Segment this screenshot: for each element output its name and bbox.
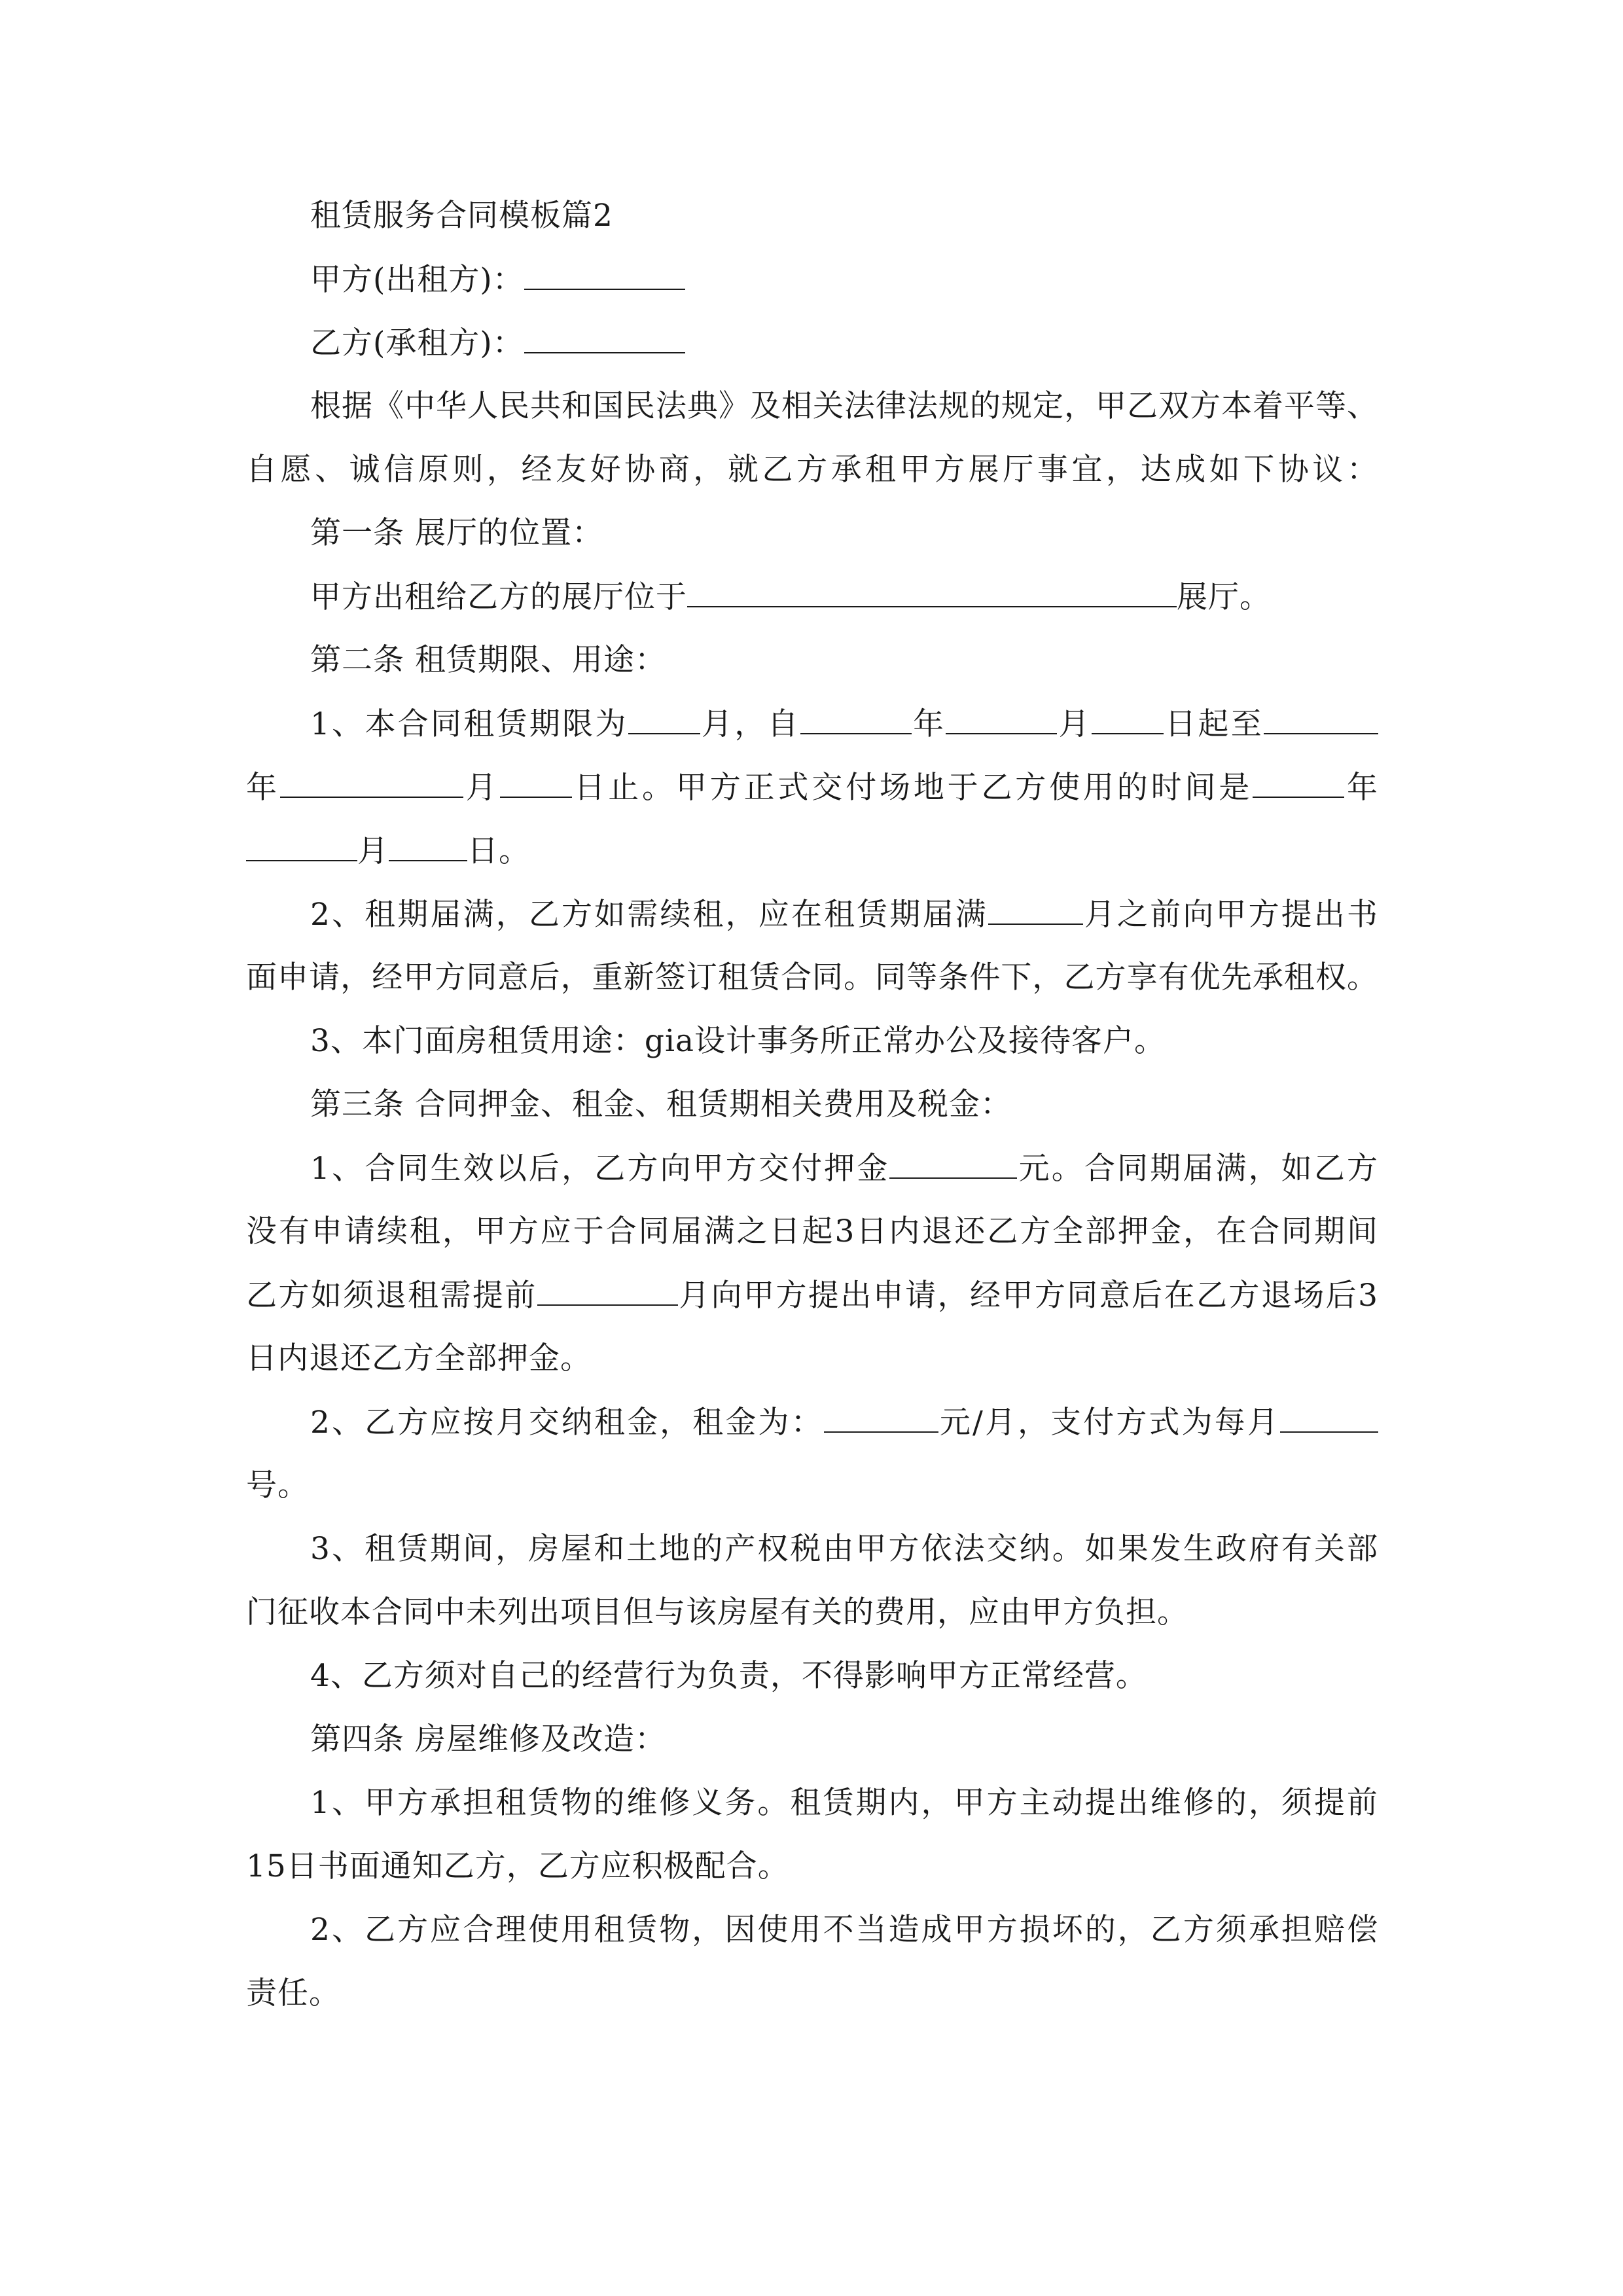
article-2-clause-1-line-2: 年 月 日止。甲方正式交付场地于乙方使用的时间是 年 (246, 768, 1378, 807)
article-3-heading: 第三条 合同押金、租金、租赁期相关费用及税金： (310, 1086, 1012, 1122)
notice-months-blank (537, 1276, 678, 1306)
article-3-clause-4: 4、乙方须对自己的经营行为负责，不得影响甲方正常经营。 (310, 1658, 1147, 1694)
document-title: 租赁服务合同模板篇2 (310, 198, 613, 234)
party-a-line: 甲方(出租方)： (310, 260, 685, 299)
article-2-heading: 第二条 租赁期限、用途： (310, 642, 666, 678)
article-4-clause-1-line-1: 1、甲方承担租赁物的维修义务。租赁期内，甲方主动提出维修的，须提前 (310, 1785, 1378, 1821)
article-4-heading: 第四条 房屋维修及改造： (310, 1721, 666, 1757)
article-3-clause-1-line-2: 没有申请续租，甲方应于合同届满之日起3日内退还乙方全部押金，在合同期间 (246, 1213, 1378, 1249)
start-month-blank (946, 704, 1057, 734)
article-2-clause-2-line-2: 面申请，经甲方同意后，重新签订租赁合同。同等条件下，乙方享有优先承租权。 (246, 960, 1378, 996)
article-2-clause-2-line-1: 2、租期届满，乙方如需续租，应在租赁期届满 月之前向甲方提出书 (310, 895, 1378, 934)
article-2-clause-3: 3、本门面房租赁用途：gia设计事务所正常办公及接待客户。 (310, 1023, 1166, 1059)
article-3-clause-3-line-1: 3、租赁期间，房屋和土地的产权税由甲方依法交纳。如果发生政府有关部 (310, 1531, 1378, 1567)
article-4-clause-2-line-1: 2、乙方应合理使用租赁物，因使用不当造成甲方损坏的，乙方须承担赔偿 (310, 1912, 1378, 1948)
article-3-clause-2-line-2: 号。 (246, 1467, 309, 1503)
end-year-blank-part (1264, 704, 1378, 734)
article-1-heading: 第一条 展厅的位置： (310, 515, 603, 551)
delivery-month-blank (246, 831, 357, 861)
article-2-clause-1-line-1: 1、本合同租赁期限为 月，自 年 月 日起至 (310, 704, 1378, 744)
party-a-blank (524, 260, 685, 290)
intro-line-1: 根据《中华人民共和国民法典》及相关法律法规的规定，甲乙双方本着平等、 (310, 388, 1378, 424)
article-1-text: 甲方出租给乙方的展厅位于 展厅。 (310, 577, 1271, 617)
location-blank (687, 577, 1177, 607)
article-4-clause-1-line-2: 15日书面通知乙方，乙方应积极配合。 (246, 1848, 789, 1884)
party-b-line: 乙方(承租方)： (310, 323, 685, 363)
renewal-months-blank (988, 895, 1083, 925)
start-day-blank (1092, 704, 1164, 734)
end-month-blank (280, 768, 463, 798)
intro-line-2: 自愿、诚信原则，经友好协商，就乙方承租甲方展厅事宜，达成如下协议： (246, 452, 1378, 488)
payment-day-blank (1280, 1403, 1378, 1433)
article-3-clause-1-line-1: 1、合同生效以后，乙方向甲方交付押金 元。合同期届满，如乙方 (310, 1149, 1378, 1188)
delivery-day-blank (389, 831, 467, 861)
end-day-blank (500, 768, 572, 798)
start-year-blank (800, 704, 912, 734)
deposit-blank (889, 1149, 1017, 1179)
term-months-blank (628, 704, 700, 734)
article-2-clause-1-line-3: 月 日。 (246, 831, 530, 870)
delivery-year-blank (1253, 768, 1344, 798)
party-b-blank (524, 323, 685, 353)
article-4-clause-2-line-2: 责任。 (246, 1975, 340, 2011)
rent-amount-blank (824, 1403, 938, 1433)
article-3-clause-3-line-2: 门征收本合同中未列出项目但与该房屋有关的费用，应由甲方负担。 (246, 1594, 1188, 1630)
article-3-clause-1-line-3: 乙方如须退租需提前 月向甲方提出申请，经甲方同意后在乙方退场后3 (246, 1276, 1378, 1315)
article-3-clause-1-line-4: 日内退还乙方全部押金。 (246, 1340, 592, 1376)
article-3-clause-2-line-1: 2、乙方应按月交纳租金，租金为： 元/月，支付方式为每月 (310, 1403, 1378, 1442)
